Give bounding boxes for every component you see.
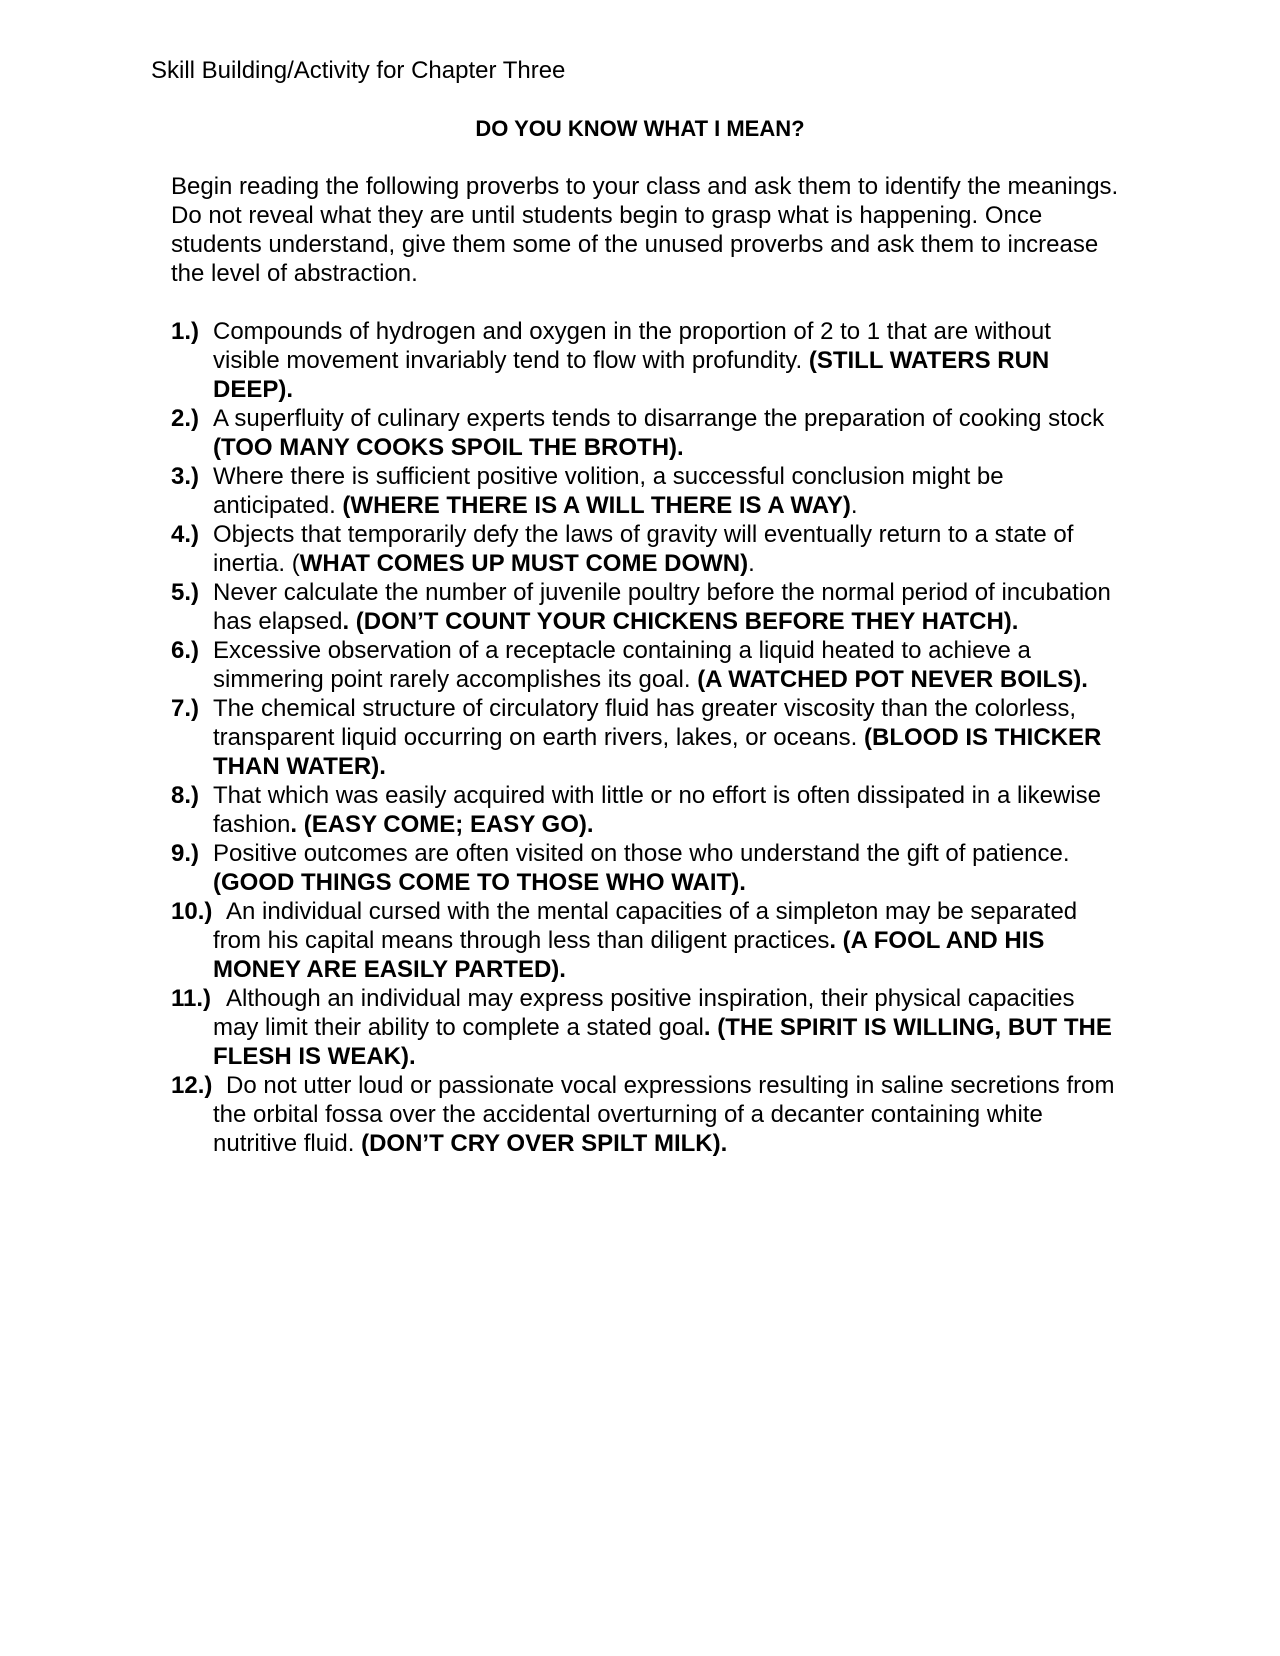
proverb-item xyxy=(171,462,1121,520)
proverb-answer: (GOOD THINGS COME TO THOSE WHO WAIT). xyxy=(213,869,746,896)
intro-paragraph: Begin reading the following proverbs to your class and ask them to identify the meanings. Do not reveal what they are until students begin to grasp what is happening. Once students understand, give them some of the unused proverbs and ask them to increase the level of abstraction. xyxy=(171,173,1119,287)
page-header: Skill Building/Activity for Chapter Three xyxy=(151,57,566,84)
proverb-suffix: . xyxy=(748,550,755,577)
document-title xyxy=(0,115,1280,143)
proverb-answer: (STILL WATERS RUN DEEP). xyxy=(213,347,1050,403)
proverb-answer: . (A FOOL AND HIS MONEY ARE EASILY PARTED). xyxy=(213,927,1045,983)
proverb-number: 10.) xyxy=(171,898,213,925)
proverb-item xyxy=(171,839,1121,897)
proverb-list xyxy=(171,317,1121,1158)
proverb-text: Objects that temporarily defy the laws of gravity will eventually return to a state of inertia. ( xyxy=(213,521,1074,577)
proverb-text: Excessive observation of a receptacle containing a liquid heated to achieve a simmering point rarely accomplishes its goal. xyxy=(213,637,1031,693)
proverb-answer: (A WATCHED POT NEVER BOILS). xyxy=(697,666,1088,693)
proverb-text: Positive outcomes are often visited on those who understand the gift of patience. xyxy=(213,840,1070,867)
proverb-answer: (WHERE THERE IS A WILL THERE IS A WAY) xyxy=(342,492,851,519)
proverb-item xyxy=(171,1071,1121,1158)
proverb-text: Although an individual may express positive inspiration, their physical capacities may limit their ability to complete a stated goal xyxy=(213,985,1075,1041)
proverb-number: 8.) xyxy=(171,782,200,809)
proverb-item xyxy=(171,897,1121,984)
proverb-text: Where there is sufficient positive volition, a successful conclusion might be anticipated. xyxy=(213,463,1004,519)
proverb-answer: (TOO MANY COOKS SPOIL THE BROTH). xyxy=(213,434,684,461)
proverb-number: 4.) xyxy=(171,521,200,548)
proverb-suffix: . xyxy=(850,492,858,519)
proverb-answer: . (DON’T COUNT YOUR CHICKENS BEFORE THEY HATCH). xyxy=(342,608,1019,635)
document-title-text: DO YOU KNOW WHAT I MEAN? xyxy=(475,116,805,141)
proverb-text: A superfluity of culinary experts tends to disarrange the preparation of cooking stock xyxy=(213,405,1105,432)
proverb-item xyxy=(171,578,1121,636)
proverb-number: 11.) xyxy=(171,985,212,1012)
proverb-number: 2.) xyxy=(171,405,200,432)
proverb-text: An individual cursed with the mental capacities of a simpleton may be separated from his capital means through less than diligent practices xyxy=(213,898,1078,954)
proverb-item xyxy=(171,694,1121,781)
proverb-answer: . (THE SPIRIT IS WILLING, BUT THE FLESH IS WEAK). xyxy=(213,1014,1112,1070)
proverb-number: 6.) xyxy=(171,637,200,664)
proverb-answer: . (EASY COME; EASY GO). xyxy=(290,811,594,838)
proverb-answer: WHAT COMES UP MUST COME DOWN) xyxy=(299,550,749,577)
proverb-text: That which was easily acquired with little or no effort is often dissipated in a likewise fashion xyxy=(213,782,1101,838)
proverb-item xyxy=(171,636,1121,694)
proverb-answer: (DON’T CRY OVER SPILT MILK). xyxy=(361,1130,728,1157)
proverb-number: 3.) xyxy=(171,463,200,490)
proverb-number: 5.) xyxy=(171,579,200,606)
proverb-number: 1.) xyxy=(171,318,200,345)
proverb-item xyxy=(171,520,1121,578)
proverb-number: 7.) xyxy=(171,695,200,722)
proverb-text: Compounds of hydrogen and oxygen in the proportion of 2 to 1 that are without visible movement invariably tend to flow with profundity. xyxy=(213,318,1051,374)
proverb-item xyxy=(171,404,1121,462)
proverb-text: Do not utter loud or passionate vocal expressions resulting in saline secretions from the orbital fossa over the accidental overturning of a decanter containing white nutritive fluid. xyxy=(213,1072,1115,1157)
proverb-answer: (BLOOD IS THICKER THAN WATER). xyxy=(213,724,1102,780)
proverb-text: Never calculate the number of juvenile poultry before the normal period of incubation has elapsed xyxy=(213,579,1111,635)
proverb-number: 12.) xyxy=(171,1072,213,1099)
proverb-number: 9.) xyxy=(171,840,200,867)
proverb-item xyxy=(171,781,1121,839)
proverb-item xyxy=(171,984,1121,1071)
proverb-text: The chemical structure of circulatory fluid has greater viscosity than the colorless, transparent liquid occurring on earth rivers, lakes, or oceans. xyxy=(213,695,1077,751)
proverb-item xyxy=(171,317,1121,404)
